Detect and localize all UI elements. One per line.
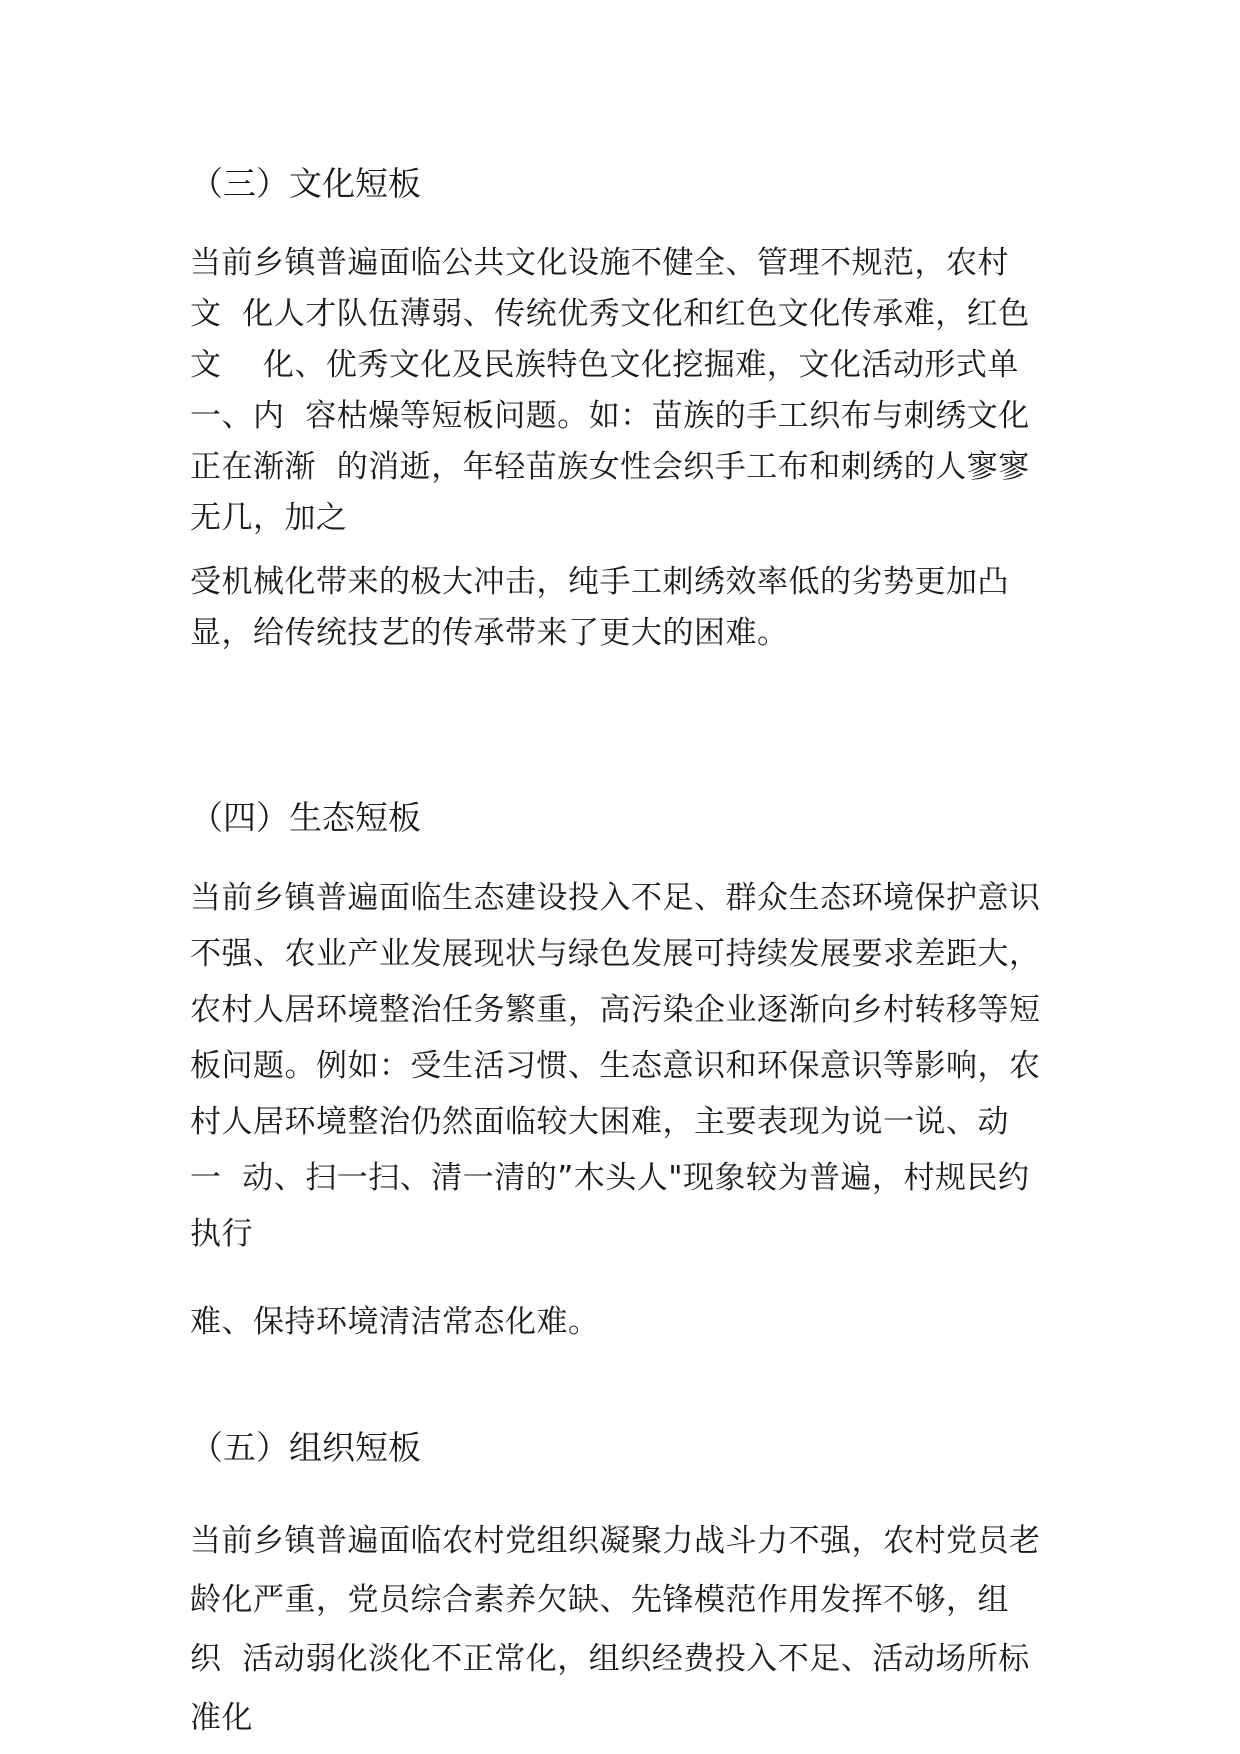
paragraph-line: 板问题。例如：受生活习惯、生态意识和环保意识等影响，农 xyxy=(190,1048,1041,1084)
paragraph-line: 执行 xyxy=(190,1216,253,1252)
paragraph-line: 一 动、扫一扫、清一清的”木头人"现象较为普遍，村规民约 xyxy=(190,1160,1030,1196)
paragraph-line: 难、保持环境清洁常态化难。 xyxy=(190,1304,600,1340)
paragraph-line: 龄化严重，党员综合素养欠缺、先锋模范作用发挥不够，组 xyxy=(190,1582,1009,1618)
paragraph-line: 一、内 容枯燥等短板问题。如：苗族的手工织布与刺绣文化 xyxy=(190,398,1030,434)
section-heading-ecology: （四）生态短板 xyxy=(190,798,421,837)
section-heading-organization: （五）组织短板 xyxy=(190,1428,421,1467)
paragraph-line: 当前乡镇普遍面临生态建设投入不足、群众生态环境保护意识 xyxy=(190,880,1041,916)
paragraph-line: 显，给传统技艺的传承带来了更大的困难。 xyxy=(190,615,789,651)
paragraph-line: 当前乡镇普遍面临公共文化设施不健全、管理不规范，农村 xyxy=(190,245,1009,281)
paragraph-line: 织 活动弱化淡化不正常化，组织经费投入不足、活动场所标 xyxy=(190,1641,1030,1677)
paragraph-line: 不强、农业产业发展现状与绿色发展可持续发展要求差距大， xyxy=(190,936,1041,972)
paragraph-line: 当前乡镇普遍面临农村党组织凝聚力战斗力不强，农村党员老 xyxy=(190,1523,1041,1559)
paragraph-line: 文 化、优秀文化及民族特色文化挖掘难，文化活动形式单 xyxy=(190,347,1019,383)
paragraph-line: 正在渐渐 的消逝，年轻苗族女性会织手工布和刺绣的人寥寥 xyxy=(190,449,1030,485)
paragraph-line: 准化 xyxy=(190,1700,253,1736)
paragraph-line: 受机械化带来的极大冲击，纯手工刺绣效率低的劣势更加凸 xyxy=(190,564,1009,600)
paragraph-line: 村人居环境整治仍然面临较大困难，主要表现为说一说、动 xyxy=(190,1104,1009,1140)
paragraph-line: 农村人居环境整治任务繁重，高污染企业逐渐向乡村转移等短 xyxy=(190,992,1041,1028)
paragraph-line: 文 化人才队伍薄弱、传统优秀文化和红色文化传承难，红色 xyxy=(190,296,1030,332)
paragraph-line: 无几，加之 xyxy=(190,500,348,536)
section-heading-culture: （三）文化短板 xyxy=(190,164,421,203)
